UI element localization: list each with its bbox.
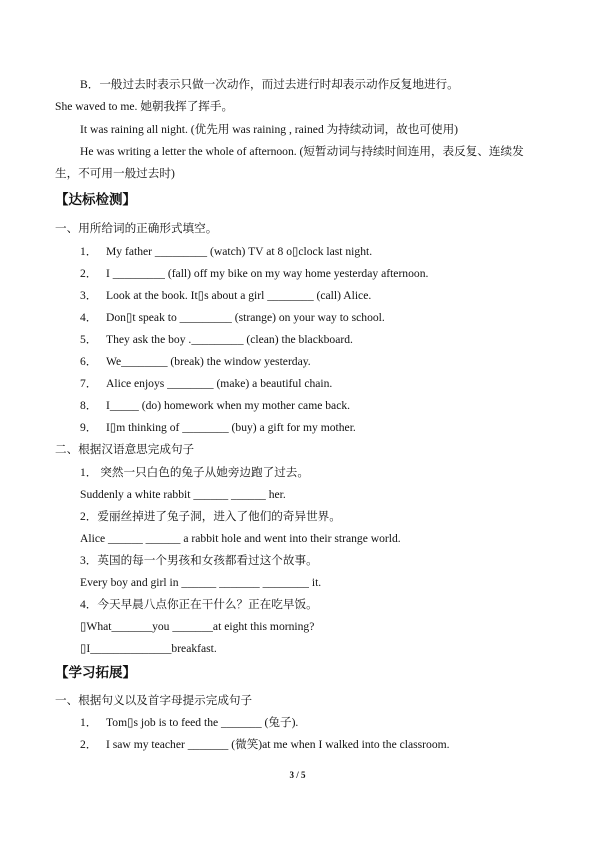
exercise-item: [80, 289, 371, 303]
translation-prompt: 2．爱丽丝掉进了兔子洞，进入了他们的奇异世界。: [80, 510, 341, 523]
item-number: 3．: [80, 289, 98, 302]
item-number: 4．: [80, 311, 98, 324]
item-number: 1．: [80, 245, 98, 258]
section-heading: 【学习拓展】: [55, 665, 136, 680]
item-number: 2．: [80, 738, 98, 751]
exercise-instruction: 二、根据汉语意思完成句子: [55, 443, 195, 456]
section-heading: 【达标检测】: [55, 192, 136, 207]
translation-prompt: 3．英国的每一个男孩和女孩都看过这个故事。: [80, 554, 318, 567]
item-text: I_____ (do) homework when my mother came back.: [106, 399, 351, 412]
item-text: I▯m thinking of ________ (buy) a gift for my mother.: [106, 421, 356, 434]
exercise-instruction: 一、根据句义以及首字母提示完成句子: [55, 694, 253, 707]
translation-blank: Alice ______ ______ a rabbit hole and went into their strange world.: [80, 532, 401, 545]
exercise-instruction: 一、用所给词的正确形式填空。: [55, 222, 218, 235]
item-text: I saw my teacher _______ (微笑)at me when I walked into the classroom.: [106, 738, 450, 751]
item-number: 1．: [80, 716, 98, 729]
item-number: 9．: [80, 421, 98, 434]
item-number: 5．: [80, 333, 98, 346]
grammar-point-b: B．一般过去时表示只做一次动作，而过去进行时却表示动作反复地进行。: [80, 78, 459, 91]
example-sentence-continued: 生，不可用一般过去时): [55, 167, 175, 180]
example-sentence: It was raining all night. (优先用 was raining , rained 为持续动词，故也可使用): [80, 123, 459, 136]
item-number: 7．: [80, 377, 98, 390]
item-text: Alice enjoys ________ (make) a beautiful chain.: [106, 377, 333, 390]
exercise-item: [80, 377, 332, 391]
item-text: We________ (break) the window yesterday.: [106, 355, 311, 368]
translation-blank: ▯I______________breakfast.: [80, 642, 217, 655]
exercise-item: [80, 311, 385, 325]
item-number: 2．: [80, 267, 98, 280]
item-number: 6．: [80, 355, 98, 368]
exercise-item: [80, 333, 353, 347]
exercise-item: [80, 421, 356, 435]
translation-prompt: 4．今天早晨八点你正在干什么？正在吃早饭。: [80, 598, 318, 611]
example-sentence: He was writing a letter the whole of afternoon. (短暂动词与持续时间连用，表反复、连续发: [80, 145, 524, 158]
translation-blank: Every boy and girl in ______ _______ ________ it.: [80, 576, 322, 589]
item-text: Don▯t speak to _________ (strange) on your way to school.: [106, 311, 385, 324]
translation-prompt: 1． 突然一只白色的兔子从她旁边跑了过去。: [80, 466, 309, 479]
exercise-item: [80, 738, 450, 752]
exercise-item: [80, 399, 350, 413]
item-text: Look at the book. It▯s about a girl ________ (call) Alice.: [106, 289, 372, 302]
translation-blank: Suddenly a white rabbit ______ ______ her.: [80, 488, 286, 501]
exercise-item: [80, 245, 372, 259]
item-text: They ask the boy ._________ (clean) the blackboard.: [106, 333, 353, 346]
item-text: I _________ (fall) off my bike on my way home yesterday afternoon.: [106, 267, 429, 280]
exercise-item: [80, 355, 311, 369]
example-sentence: She waved to me. 她朝我挥了挥手。: [55, 100, 234, 113]
item-number: 8．: [80, 399, 98, 412]
translation-blank: ▯What_______you _______at eight this morning?: [80, 620, 315, 633]
exercise-item: [80, 267, 428, 281]
item-text: My father _________ (watch) TV at 8 o▯clock last night.: [106, 245, 373, 258]
page-number: 3 / 5: [289, 770, 306, 780]
item-text: Tom▯s job is to feed the _______ (兔子).: [106, 716, 299, 729]
exercise-item: [80, 716, 298, 730]
